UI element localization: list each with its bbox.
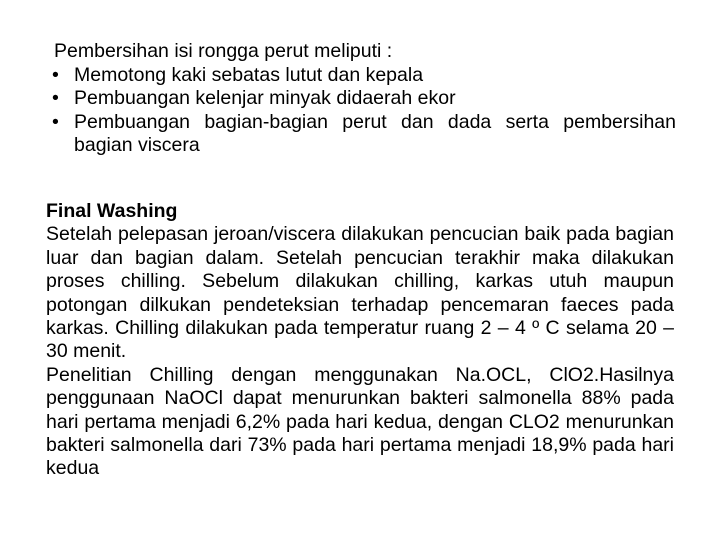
- paragraph-chilling-process: Setelah pelepasan jeroan/viscera dilakukan pencucian baik pada bagian luar dan bagian dalam. Setelah pencucian terakhir maka dilakukan proses chilling. Sebelum dilakukan chilling, karkas utuh maupun potongan dilkukan pendeteksian terhadap pencemaran faeces pada karkas. Chilling dilakukan pada temperatur ruang 2 – 4 º C selama 20 – 30 menit.: [46, 223, 674, 363]
- bullet-item: [46, 64, 676, 88]
- bullet-icon: •: [52, 110, 59, 133]
- intro-heading: Pembersihan isi rongga perut meliputi :: [54, 40, 393, 62]
- bullet-list: [46, 64, 676, 158]
- bullet-text: Memotong kaki sebatas lutut dan kepala: [74, 63, 424, 86]
- bullet-text: Pembuangan bagian-bagian perut dan dada serta pembersihan bagian viscera: [74, 110, 676, 156]
- bullet-icon: •: [52, 63, 59, 86]
- bullet-item: [46, 87, 676, 111]
- bullet-item: [46, 111, 676, 158]
- intro-section: [46, 40, 676, 158]
- section-title: Final Washing: [46, 200, 178, 222]
- paragraph-chilling-research: Penelitian Chilling dengan menggunakan Na.OCL, ClO2.Hasilnya penggunaan NaOCl dapat menurunkan bakteri salmonella 88% pada hari pertama menjadi 6,2% pada hari kedua, dengan CLO2 menurunkan bakteri salmonella dari 73% pada hari pertama menjadi 18,9% pada hari kedua: [46, 363, 674, 480]
- bullet-icon: •: [52, 87, 59, 109]
- bullet-text: Pembuangan kelenjar minyak didaerah ekor: [74, 87, 456, 109]
- final-washing-section: [46, 200, 674, 481]
